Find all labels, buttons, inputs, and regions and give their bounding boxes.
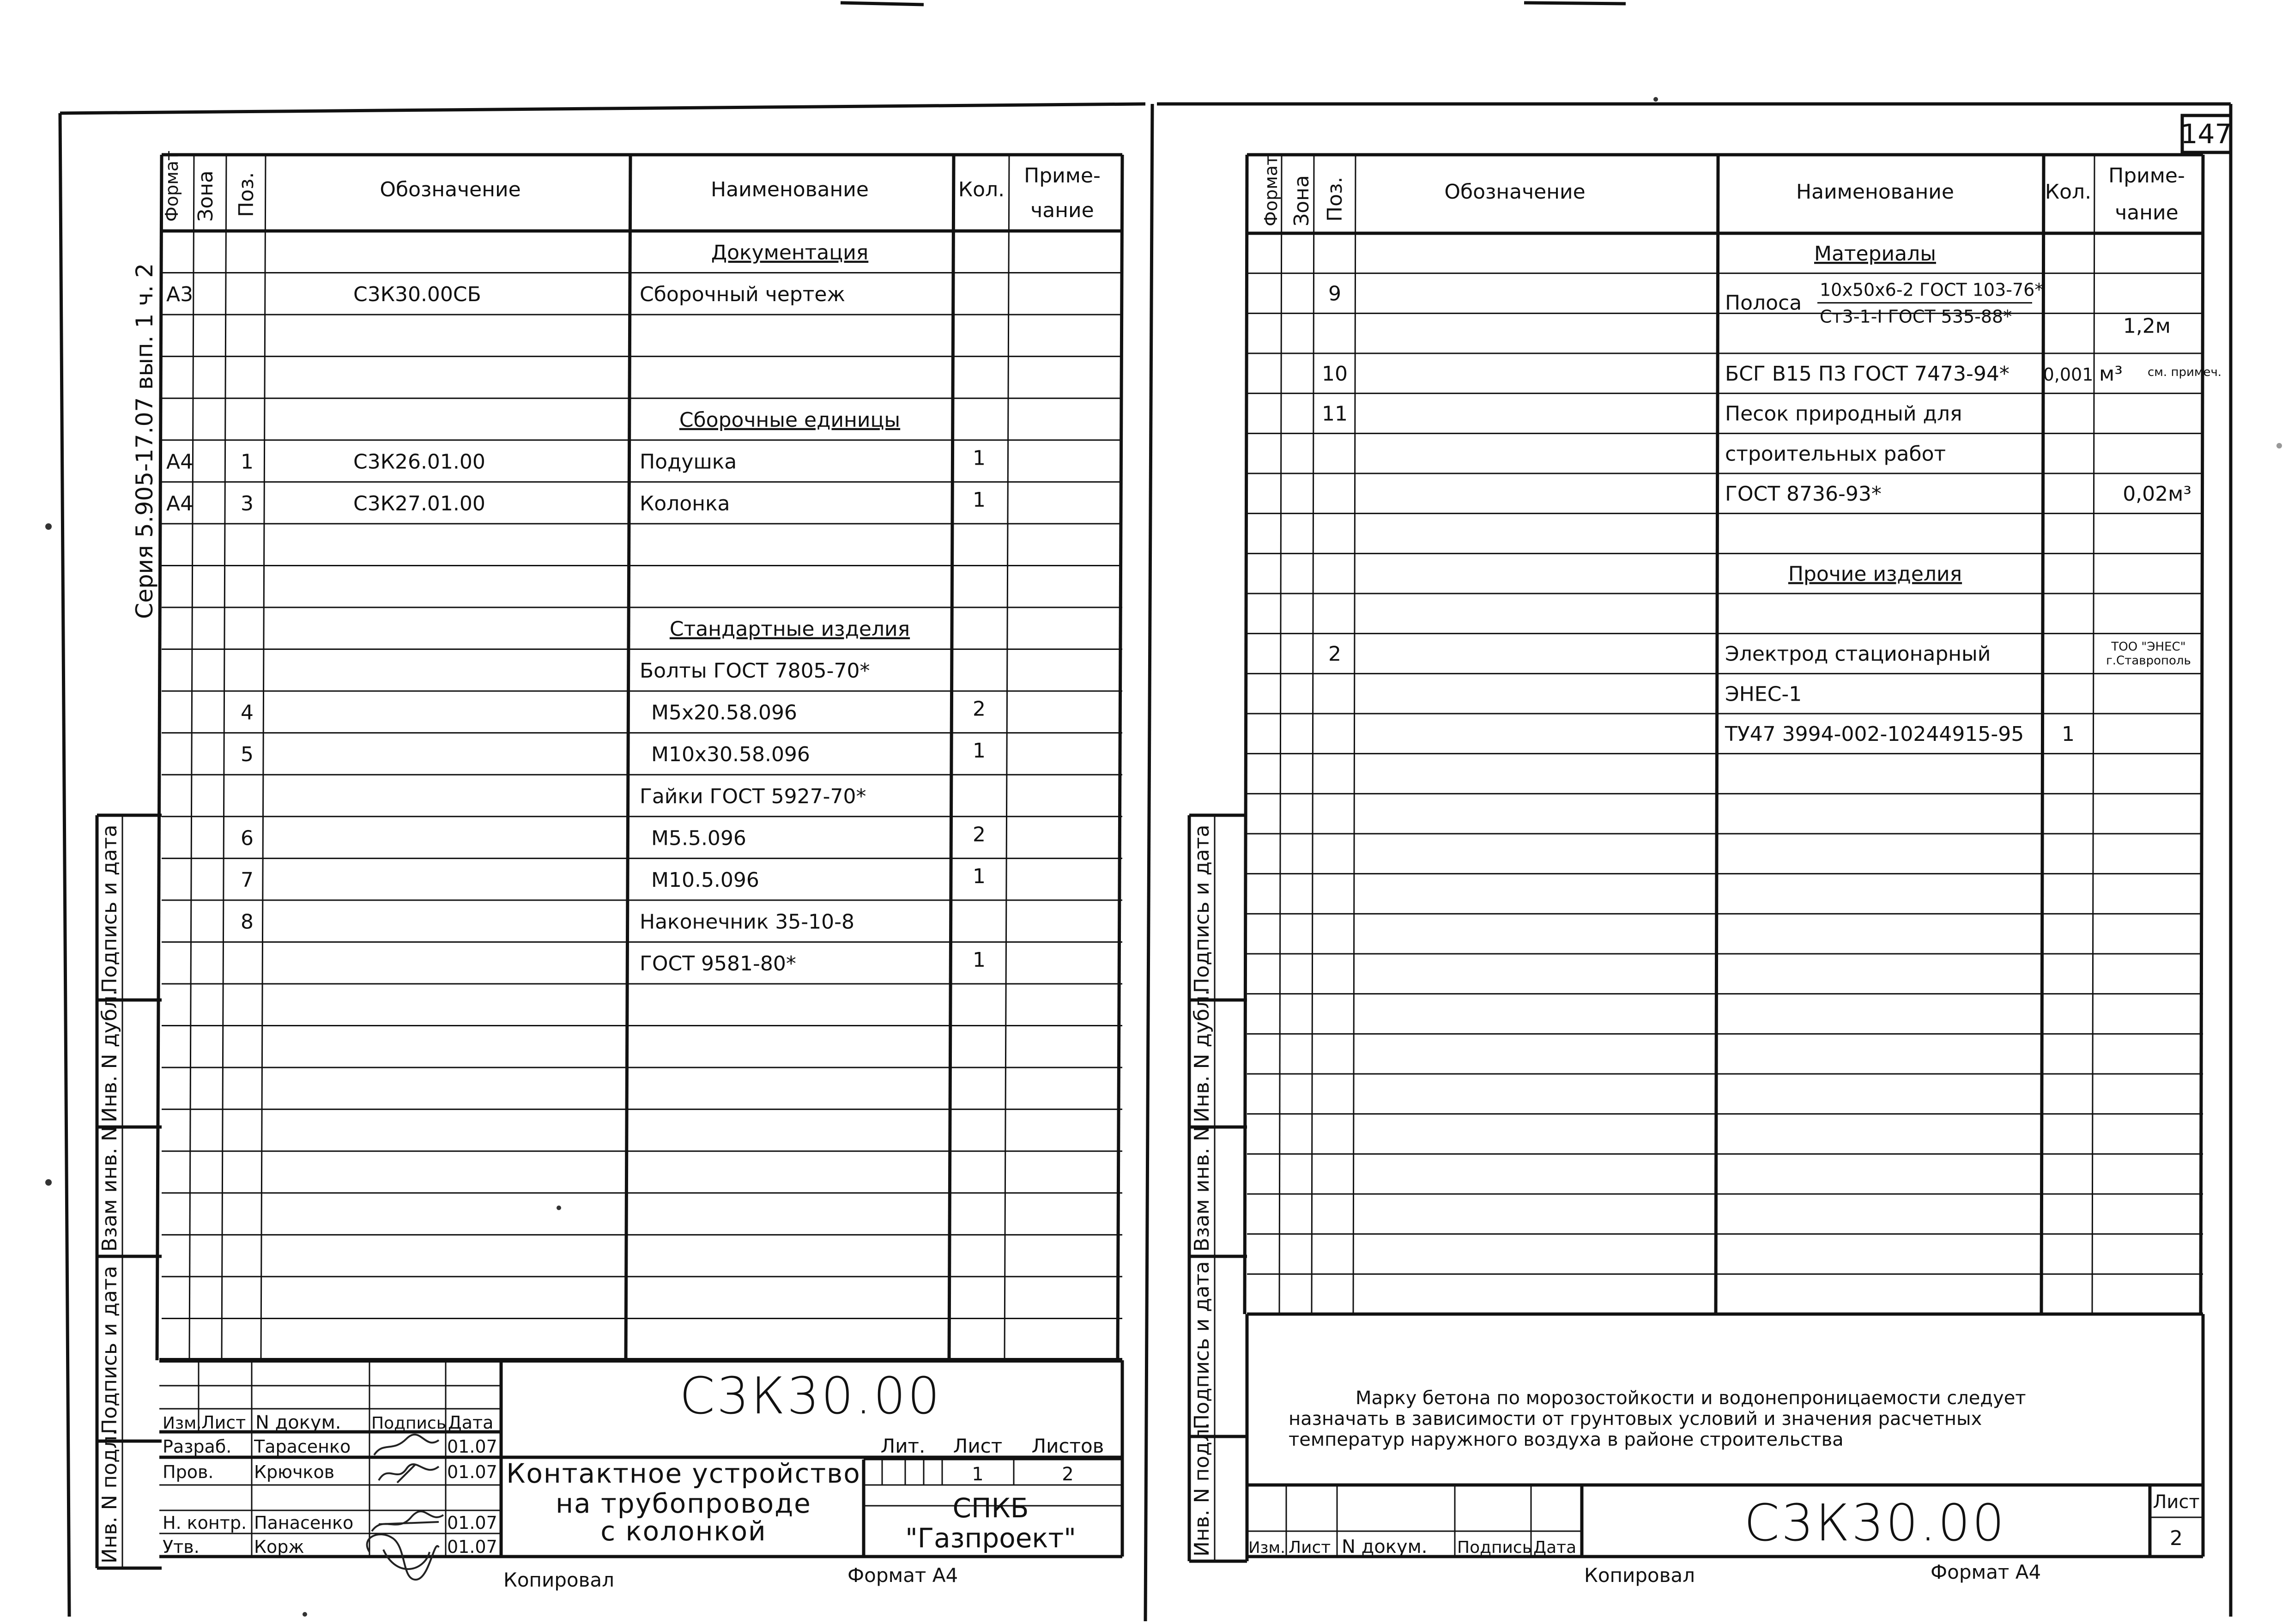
left-footer-format: Формат А4 (847, 1564, 958, 1587)
cell-pos: 8 (241, 910, 254, 934)
cell-format: А4 (166, 491, 194, 515)
left-side-block (97, 815, 162, 1568)
right-side-block (1189, 815, 1247, 1561)
table-row (1725, 682, 1802, 706)
cell-name: Подушка (640, 450, 737, 474)
cell-designation: С3К26.01.00 (353, 450, 485, 474)
right-col-sign: Подпись (1457, 1538, 1532, 1557)
header-format-r: Формат (1261, 155, 1281, 226)
cell-name: ГОСТ 8736-93* (1725, 482, 1882, 506)
cell-note: 0,02м³ (2123, 482, 2191, 506)
left-sheets-label: Листов (1031, 1435, 1104, 1457)
section-title: Стандартные изделия (669, 617, 910, 641)
stamp-name: Тарасенко (254, 1436, 351, 1457)
cell-note: м³ (2099, 362, 2123, 386)
cell-pos: 2 (1328, 642, 1341, 666)
cell-pos: 11 (1322, 402, 1348, 426)
cell-name-denominator: Ст3-1-I ГОСТ 535-88* (1820, 306, 2012, 327)
side-inv-podl-r: Инв. N подл. (1190, 1422, 1214, 1557)
cell-name: Гайки ГОСТ 5927-70* (640, 784, 866, 808)
left-sheet-label: Лист (953, 1435, 1003, 1457)
cell-qty: 2 (973, 697, 986, 721)
cell-name: БСГ В15 П3 ГОСТ 7473-94* (1725, 362, 2010, 386)
table-row (1725, 442, 1946, 466)
table-row (1814, 242, 1936, 266)
header-note-2-r: чание (2115, 201, 2179, 224)
cell-qty: 1 (973, 864, 986, 888)
table-row (241, 910, 854, 933)
table-row (640, 785, 866, 808)
cell-name: ГОСТ 9581-80* (640, 952, 796, 976)
cell-pos: 10 (1322, 362, 1348, 386)
table-row (166, 446, 986, 473)
side-sign-date-1: Подпись и дата (98, 824, 121, 993)
left-lit-label: Лит. (880, 1435, 926, 1457)
signature-panasenko (372, 1511, 443, 1531)
left-footer-copied: Копировал (503, 1569, 614, 1591)
right-sheet-label: Лист (2153, 1491, 2200, 1513)
table-row (241, 697, 986, 725)
cell-qty: 0,001 (2043, 364, 2094, 385)
header-name: Наименование (711, 178, 869, 201)
right-sheet-value: 2 (2170, 1527, 2183, 1550)
section-title: Документация (711, 241, 869, 265)
table-row (166, 488, 986, 515)
header-note-2: чание (1030, 199, 1094, 222)
section-title: Прочие изделия (1788, 562, 1962, 586)
header-note-1: Приме- (1024, 164, 1101, 188)
stamp-date: 01.07 (447, 1513, 497, 1533)
header-note-1-r: Приме- (2108, 164, 2185, 188)
header-zone: Зона (194, 170, 218, 222)
side-vzam-inv-r: Взам инв. N (1190, 1126, 1214, 1252)
right-col-ndoc: N докум. (1342, 1536, 1428, 1557)
cell-name: Наконечник 35-10-8 (640, 910, 855, 934)
cell-pos: 3 (241, 491, 254, 515)
cell-pos: 7 (241, 868, 254, 892)
side-vzam-inv: Взам инв. N (98, 1126, 121, 1252)
left-stamp-roles (163, 1436, 497, 1557)
stamp-date: 01.07 (447, 1537, 497, 1557)
stamp-date: 01.07 (447, 1436, 497, 1457)
table-row (166, 283, 845, 306)
right-col-izm: Изм. (1248, 1539, 1285, 1557)
table-row (711, 241, 869, 265)
cell-name: М5х20.58.096 (651, 701, 797, 725)
cell-name: строительных работ (1725, 442, 1946, 466)
right-spec-header (1261, 155, 2185, 226)
table-row (640, 948, 986, 976)
note-line-2: назначать в зависимости от грунтовых условий и значения расчетных (1289, 1408, 1982, 1430)
side-sign-date-r1: Подпись и дата (1190, 824, 1214, 993)
right-doc-code: С3К30.00 (1744, 1493, 2006, 1552)
cell-qty: 1 (973, 948, 986, 972)
stamp-name: Крючков (254, 1462, 335, 1482)
left-title-line-1: Контактное устройство (506, 1458, 861, 1489)
section-title: Материалы (1814, 242, 1936, 266)
stamp-role: Н. контр. (163, 1513, 247, 1533)
table-row (670, 618, 910, 641)
header-pos: Поз. (235, 172, 258, 217)
right-title-block (1247, 1485, 2203, 1557)
note-line-3: температур наружного воздуха в районе строительства (1289, 1429, 1844, 1450)
table-row (1725, 722, 2075, 746)
left-specification-sheet (97, 151, 1122, 1591)
right-col-list: Лист (1289, 1538, 1331, 1557)
left-col-ndoc: N докум. (255, 1412, 341, 1433)
header-format: Формат (162, 150, 182, 222)
stamp-role: Разраб. (163, 1436, 232, 1457)
table-row (1788, 562, 1962, 586)
stamp-name: Корж (254, 1537, 304, 1557)
cell-name: Полоса (1725, 291, 1802, 315)
side-sign-date-2: Подпись и дата (98, 1266, 121, 1434)
left-title-block (159, 1360, 1122, 1580)
cell-qty: 2 (973, 823, 986, 847)
signature-tarasenko (374, 1435, 439, 1455)
stamp-role: Пров. (163, 1462, 214, 1482)
header-designation-r: Обозначение (1444, 180, 1586, 204)
left-doc-code: С3К30.00 (679, 1366, 942, 1425)
table-row (1725, 482, 2191, 506)
table-row (241, 865, 986, 892)
left-col-date: Дата (448, 1412, 494, 1433)
page-number-box (2181, 115, 2232, 152)
side-inv-podl: Инв. N подл. (98, 1429, 121, 1563)
right-footer-copied: Копировал (1584, 1564, 1695, 1587)
cell-note: 1,2м (2123, 314, 2171, 338)
cell-name: Сборочный чертеж (640, 283, 846, 307)
header-designation: Обозначение (380, 178, 521, 201)
cell-qty: 1 (2062, 722, 2075, 746)
cell-qty: 1 (973, 488, 986, 512)
cell-name: М10х30.58.096 (651, 743, 810, 767)
cell-format: А4 (166, 450, 194, 474)
table-row (241, 823, 986, 850)
left-org-2: "Газпроект" (905, 1522, 1076, 1554)
side-inv-dubl: Инв. N дубл. (98, 989, 121, 1122)
cell-pos: 4 (241, 701, 254, 725)
cell-designation: С3К30.00СБ (353, 283, 481, 307)
left-sheet-value: 1 (972, 1464, 984, 1485)
header-pos-r: Поз. (1323, 176, 1347, 222)
scan-artifacts (45, 3, 2282, 1617)
note-line-1: Марку бетона по морозостойкости и водонепроницаемости следует (1356, 1388, 2026, 1409)
table-row (1322, 362, 2221, 386)
right-footer-format: Формат А4 (1931, 1561, 2041, 1583)
cell-name: ТУ47 3994-002-10244915-95 (1725, 722, 2024, 746)
right-col-date: Дата (1533, 1538, 1577, 1557)
left-col-sign: Подпись (371, 1414, 446, 1433)
cell-pos: 1 (241, 450, 254, 474)
table-row (1322, 402, 1962, 426)
cell-designation: С3К27.01.00 (353, 491, 485, 515)
series-label: Серия 5.905-17.07 вып. 1 ч. 2 (131, 263, 158, 619)
cell-qty: 1 (973, 739, 986, 763)
left-col-izm: Изм. (163, 1414, 202, 1433)
cell-qty: 1 (973, 446, 986, 470)
cell-name: Колонка (640, 491, 730, 515)
cell-format: А3 (166, 283, 194, 307)
cell-name: Электрод стационарный (1725, 642, 1991, 666)
left-title-line-2: на трубопроводе (556, 1488, 811, 1519)
side-inv-dubl-r: Инв. N дубл. (1190, 989, 1214, 1122)
side-sign-date-r2: Подпись и дата (1190, 1261, 1214, 1430)
left-org-1: СПКБ (952, 1492, 1029, 1524)
stamp-date: 01.07 (447, 1462, 497, 1482)
cell-name: Песок природный для (1725, 402, 1962, 426)
concrete-note (1289, 1388, 2026, 1450)
page-number: 147 (2180, 118, 2232, 150)
table-row (679, 408, 900, 432)
left-col-list: Лист (201, 1412, 246, 1433)
cell-note-line-1: ТОО "ЭНЕС" (2111, 640, 2186, 654)
stamp-role: Утв. (163, 1537, 200, 1557)
left-title-line-3: с колонкой (600, 1515, 767, 1547)
header-zone-r: Зона (1290, 175, 1313, 226)
cell-pos: 5 (241, 743, 254, 767)
cell-pos: 6 (241, 826, 254, 850)
table-row (640, 659, 870, 683)
stamp-name: Панасенко (254, 1513, 354, 1533)
signature-kryuchkov (379, 1464, 439, 1483)
header-qty: Кол. (958, 178, 1005, 201)
cell-note-small: см. примеч. (2148, 365, 2222, 379)
cell-name-numerator: 10х50х6-2 ГОСТ 103-76* (1820, 279, 2044, 300)
header-qty-r: Кол. (2045, 180, 2092, 204)
right-specification-sheet (1189, 155, 2221, 1587)
cell-note-line-2: г.Ставрополь (2106, 654, 2191, 668)
cell-name: М10.5.096 (651, 868, 759, 892)
cell-name: Болты ГОСТ 7805-70* (640, 659, 870, 683)
table-row (241, 739, 986, 766)
cell-name: М5.5.096 (651, 826, 746, 850)
table-row (1328, 640, 2191, 668)
header-name-r: Наименование (1796, 180, 1954, 204)
section-title: Сборочные единицы (679, 408, 901, 432)
left-sheets-value: 2 (1062, 1464, 1074, 1485)
cell-pos: 9 (1328, 282, 1341, 306)
right-spec-rows (1322, 242, 2221, 746)
left-spec-rows (166, 241, 986, 976)
cell-name: ЭНЕС-1 (1725, 682, 1802, 706)
